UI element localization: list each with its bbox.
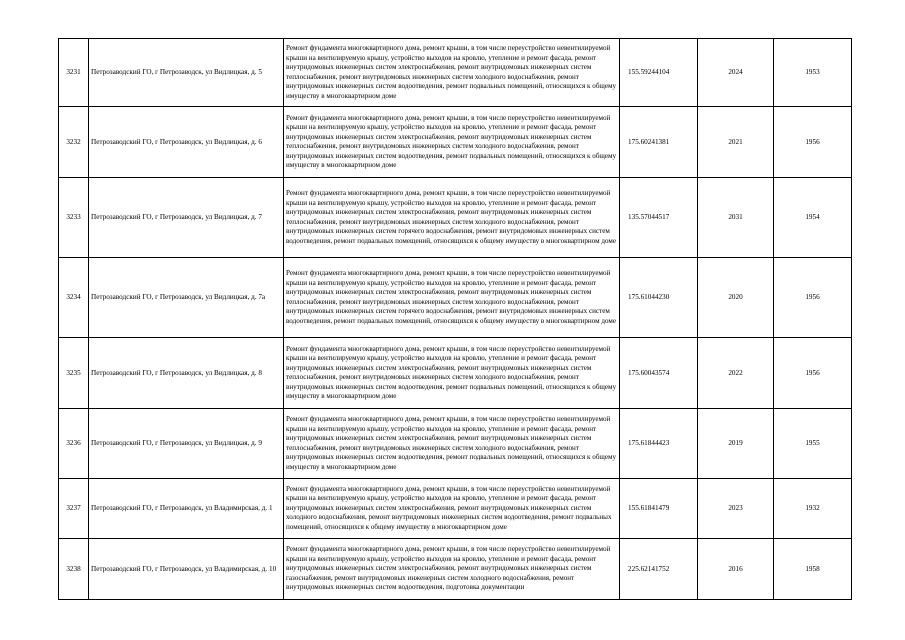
document-page [58, 38, 852, 600]
works-cell: Ремонт фундамента многоквартирного дома, ремонт крыши, в том числе переустройство невентилируемой крыши на вентилируемую крышу, устройство выходов на кровлю, утепление и ремонт фасада, ремонт внутридомовых инженерных систем электроснабжения, ремонт внутридомовых инженерных систем теплоснабжения, ремонт внутридомовых инженерных систем холодного водоснабжения, ремонт внутридомовых инженерных систем горячего водоснабжения, ремонт внутридомовых инженерных систем водоотведения, ремонт подвальных помещений, относящихся к общему имуществу в многоквартирном доме [284, 258, 620, 338]
table-row [59, 409, 852, 479]
cost-cell: 175.60241381 [620, 107, 698, 178]
build-year-cell: 1955 [774, 409, 852, 479]
plan-year-cell: 2021 [698, 107, 774, 178]
address-cell: Петрозаводский ГО, г Петрозаводск, ул Видлицкая, д. 7 [89, 178, 284, 258]
table-row [59, 479, 852, 539]
table-row [59, 338, 852, 409]
row-number: 3233 [59, 178, 89, 258]
works-cell: Ремонт фундамента многоквартирного дома, ремонт крыши, в том числе переустройство невентилируемой крыши на вентилируемую крышу, устройство выходов на кровлю, утепление и ремонт фасада, ремонт внутридомовых инженерных систем электроснабжения, ремонт внутридомовых инженерных систем теплоснабжения, ремонт внутридомовых инженерных систем холодного водоснабжения, ремонт внутридомовых инженерных систем водоотведения, ремонт подвальных помещений, относящихся к общему имуществу в многоквартирном доме [284, 409, 620, 479]
build-year-cell: 1956 [774, 107, 852, 178]
row-number: 3231 [59, 39, 89, 107]
plan-year-cell: 2022 [698, 338, 774, 409]
row-number: 3232 [59, 107, 89, 178]
works-cell: Ремонт фундамента многоквартирного дома, ремонт крыши, в том числе переустройство невентилируемой крыши на вентилируемую крышу, устройство выходов на кровлю, утепление и ремонт фасада, ремонт внутридомовых инженерных систем электроснабжения, ремонт внутридомовых инженерных систем холодного водоснабжения, ремонт внутридомовых инженерных систем водоотведения, ремонт подвальных помещений, относящихся к общему имуществу в многоквартирном доме [284, 479, 620, 539]
cost-cell: 175.61844423 [620, 409, 698, 479]
cost-cell: 155.61841479 [620, 479, 698, 539]
address-cell: Петрозаводский ГО, г Петрозаводск, ул Видлицкая, д. 8 [89, 338, 284, 409]
build-year-cell: 1958 [774, 539, 852, 600]
row-number: 3234 [59, 258, 89, 338]
plan-year-cell: 2020 [698, 258, 774, 338]
table-row [59, 258, 852, 338]
table-row [59, 178, 852, 258]
row-number: 3236 [59, 409, 89, 479]
plan-year-cell: 2024 [698, 39, 774, 107]
cost-cell: 175.61044230 [620, 258, 698, 338]
works-cell: Ремонт фундамента многоквартирного дома, ремонт крыши, в том числе переустройство невентилируемой крыши на вентилируемую крышу, устройство выходов на кровлю, утепление и ремонт фасада, ремонт внутридомовых инженерных систем электроснабжения, ремонт внутридомовых инженерных систем теплоснабжения, ремонт внутридомовых инженерных систем холодного водоснабжения, ремонт внутридомовых инженерных систем горячего водоснабжения, ремонт внутридомовых инженерных систем водоотведения, ремонт подвальных помещений, относящихся к общему имуществу в многоквартирном доме [284, 178, 620, 258]
address-cell: Петрозаводский ГО, г Петрозаводск, ул Видлицкая, д. 7а [89, 258, 284, 338]
build-year-cell: 1956 [774, 258, 852, 338]
table-row [59, 107, 852, 178]
address-cell: Петрозаводский ГО, г Петрозаводск, ул Владимирская, д. 1 [89, 479, 284, 539]
build-year-cell: 1932 [774, 479, 852, 539]
build-year-cell: 1954 [774, 178, 852, 258]
plan-year-cell: 2019 [698, 409, 774, 479]
cost-cell: 225.62141752 [620, 539, 698, 600]
capital-repair-table [58, 38, 852, 600]
row-number: 3238 [59, 539, 89, 600]
build-year-cell: 1953 [774, 39, 852, 107]
cost-cell: 175.60043574 [620, 338, 698, 409]
address-cell: Петрозаводский ГО, г Петрозаводск, ул Видлицкая, д. 6 [89, 107, 284, 178]
plan-year-cell: 2023 [698, 479, 774, 539]
cost-cell: 155.59244104 [620, 39, 698, 107]
address-cell: Петрозаводский ГО, г Петрозаводск, ул Видлицкая, д. 5 [89, 39, 284, 107]
table-row [59, 39, 852, 107]
row-number: 3237 [59, 479, 89, 539]
row-number: 3235 [59, 338, 89, 409]
works-cell: Ремонт фундамента многоквартирного дома, ремонт крыши, в том числе переустройство невентилируемой крыши на вентилируемую крышу, устройство выходов на кровлю, утепление и ремонт фасада, ремонт внутридомовых инженерных систем электроснабжения, ремонт внутридомовых инженерных систем теплоснабжения, ремонт внутридомовых инженерных систем холодного водоснабжения, ремонт внутридомовых инженерных систем водоотведения, ремонт подвальных помещений, относящихся к общему имуществу в многоквартирном доме [284, 107, 620, 178]
address-cell: Петрозаводский ГО, г Петрозаводск, ул Видлицкая, д. 9 [89, 409, 284, 479]
address-cell: Петрозаводский ГО, г Петрозаводск, ул Владимирская, д. 10 [89, 539, 284, 600]
table-row [59, 539, 852, 600]
works-cell: Ремонт фундамента многоквартирного дома, ремонт крыши, в том числе переустройство невентилируемой крыши на вентилируемую крышу, устройство выходов на кровлю, утепление и ремонт фасада, ремонт внутридомовых инженерных систем электроснабжения, ремонт внутридомовых инженерных систем теплоснабжения, ремонт внутридомовых инженерных систем холодного водоснабжения, ремонт внутридомовых инженерных систем водоотведения, ремонт подвальных помещений, относящихся к общему имуществу в многоквартирном доме [284, 39, 620, 107]
plan-year-cell: 2031 [698, 178, 774, 258]
cost-cell: 135.57044517 [620, 178, 698, 258]
works-cell: Ремонт фундамента многоквартирного дома, ремонт крыши, в том числе переустройство невентилируемой крыши на вентилируемую крышу, устройство выходов на кровлю, утепление и ремонт фасада, ремонт внутридомовых инженерных систем электроснабжения, ремонт внутридомовых инженерных систем теплоснабжения, ремонт внутридомовых инженерных систем холодного водоснабжения, ремонт внутридомовых инженерных систем водоотведения, ремонт подвальных помещений, относящихся к общему имуществу в многоквартирном доме [284, 338, 620, 409]
build-year-cell: 1956 [774, 338, 852, 409]
works-cell: Ремонт фундамента многоквартирного дома, ремонт крыши, в том числе переустройство невентилируемой крыши на вентилируемую крышу, устройство выходов на кровлю, утепление и ремонт фасада, ремонт внутридомовых инженерных систем электроснабжения, ремонт внутридомовых инженерных систем газоснабжения, ремонт внутридомовых инженерных систем холодного водоснабжения, ремонт внутридомовых инженерных систем водоотведения, подготовка документации [284, 539, 620, 600]
plan-year-cell: 2016 [698, 539, 774, 600]
